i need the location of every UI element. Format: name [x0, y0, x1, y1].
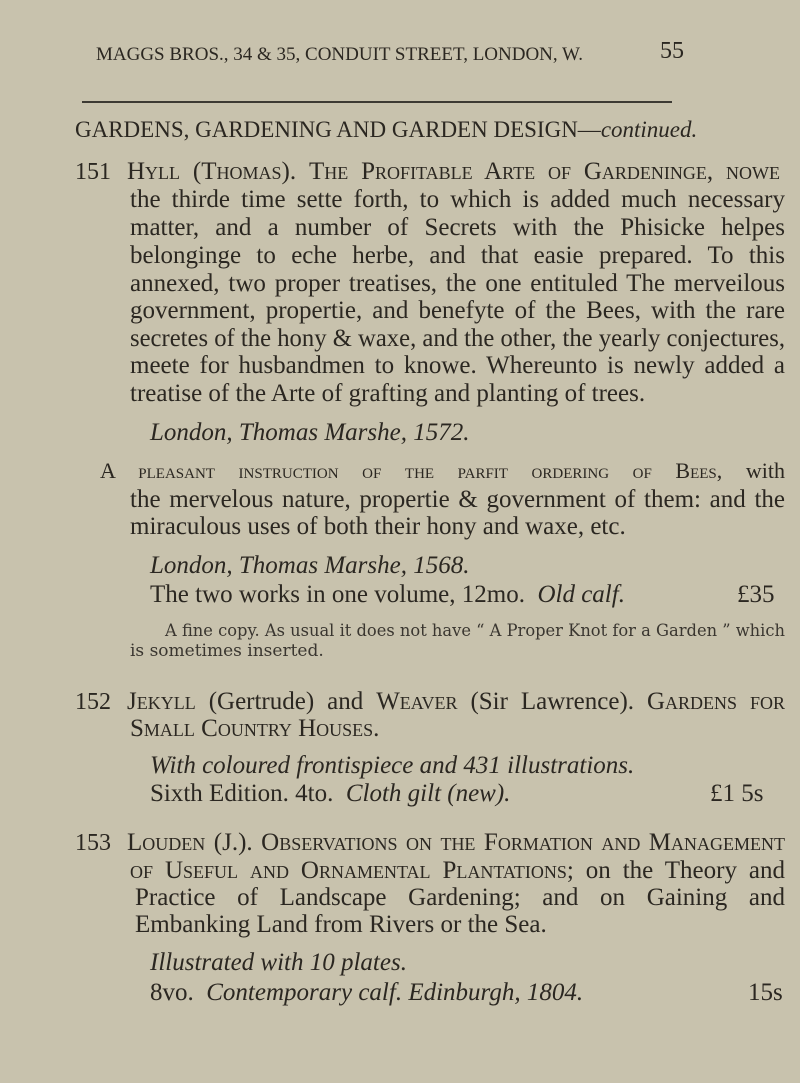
- text-line: belonginge to eche herbe, and that easie prepared. To this: [130, 242, 785, 269]
- text: (J.).: [213, 829, 253, 856]
- price: £1 5s: [710, 780, 764, 807]
- text-line: government, propertie, and benefyte of the Bees, with the rare: [130, 297, 785, 324]
- text: (Gertrude) and: [208, 688, 364, 715]
- title: The Profitable Arte of Gardeninge, nowe: [309, 158, 780, 185]
- binding: [150, 779, 510, 809]
- author: Jekyll: [127, 688, 196, 715]
- text-line: the thirde time sette forth, to which is added much necessary: [130, 186, 785, 213]
- title: on the Theory and: [585, 857, 785, 884]
- note-line: A fine copy. As usual it does not have “ A Proper Knot for a Garden ” which: [165, 621, 785, 641]
- format: The two works in one volume, 12mo.: [150, 581, 525, 608]
- format: Sixth Edition. 4to.: [150, 780, 334, 807]
- binding: [150, 978, 583, 1008]
- running-header: MAGGS BROS., 34 & 35, CONDUIT STREET, LONDON, W.: [96, 44, 583, 65]
- entry-number: 153: [75, 830, 111, 856]
- binding-desc: Contemporary calf. Edinburgh, 1804.: [206, 979, 584, 1006]
- author: Louden: [127, 829, 206, 856]
- title-line: Embanking Land from Rivers or the Sea.: [135, 911, 547, 938]
- text-line: treatise of the Arte of grafting and planting of trees.: [130, 380, 646, 407]
- imprint: London, Thomas Marshe, 1568.: [150, 552, 470, 579]
- header-rule: [82, 101, 672, 103]
- entry-number: 152: [75, 689, 111, 715]
- binding-desc: Cloth gilt (new).: [345, 780, 511, 807]
- illustrations: With coloured frontispiece and 431 illustrations.: [150, 752, 635, 779]
- title-line: [130, 856, 785, 886]
- title: Small Country Houses.: [130, 715, 380, 742]
- entry-number: 151: [75, 159, 111, 185]
- note-line: is sometimes inserted.: [130, 641, 324, 661]
- text: (Sir Lawrence).: [470, 688, 635, 715]
- text-line: miraculous uses of both their hony and waxe, etc.: [130, 513, 626, 540]
- title-line: Practice of Landscape Gardening; and on Gaining and: [135, 884, 785, 911]
- text-line: matter, and a number of Secrets with the Phisicke helpes: [130, 214, 785, 241]
- entry-title-line: [127, 157, 780, 187]
- title: of Useful and Ornamental Plantations;: [130, 857, 574, 884]
- title: Observations on the Formation and Management: [261, 829, 786, 856]
- text: with: [745, 458, 786, 483]
- text-line: meete for husbandmen to knowe. Whereunto is newly added a: [130, 352, 785, 379]
- illustrations: Illustrated with 10 plates.: [150, 949, 407, 976]
- section-heading-continued: continued.: [600, 117, 698, 142]
- text-line: annexed, two proper treatises, the one entituled The merveilous: [130, 270, 785, 297]
- text-line: secretes of the hony & waxe, and the other, the yearly conjectures,: [130, 325, 785, 352]
- section-heading-main: GARDENS, GARDENING AND GARDEN DESIGN—: [75, 117, 601, 142]
- section-heading: [75, 115, 697, 145]
- page-number: 55: [660, 38, 684, 64]
- binding-desc: Old calf.: [537, 581, 625, 608]
- text-line: the mervelous nature, propertie & government of them: and the: [130, 486, 785, 513]
- author: Weaver: [376, 688, 458, 715]
- title: Gardens for: [647, 688, 786, 715]
- author: Hyll (Thomas).: [127, 158, 297, 185]
- price: £35: [737, 581, 775, 608]
- format: 8vo.: [150, 979, 194, 1006]
- second-title-line: [100, 456, 785, 486]
- price: 15s: [748, 979, 783, 1006]
- binding: [150, 580, 625, 610]
- second-title: A pleasant instruction of the parfit ordering of Bees,: [100, 458, 723, 483]
- entry-title-line: [127, 687, 785, 717]
- imprint: London, Thomas Marshe, 1572.: [150, 419, 470, 446]
- entry-title-line: [127, 828, 785, 858]
